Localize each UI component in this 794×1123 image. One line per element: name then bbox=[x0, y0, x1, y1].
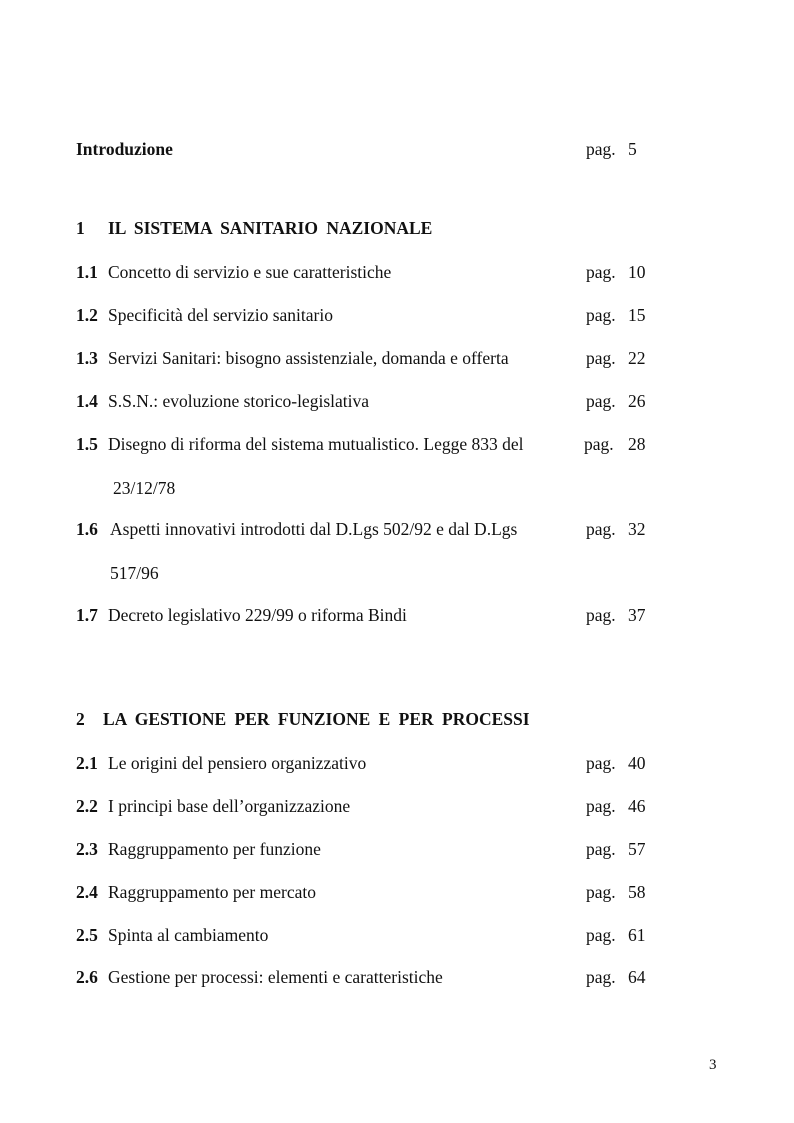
toc-entry-pag: pag. bbox=[584, 434, 614, 454]
toc-entry-number: 1.5 bbox=[76, 434, 98, 454]
toc-entry-number: 2.5 bbox=[76, 925, 98, 945]
toc-entry-pag: pag. bbox=[586, 753, 616, 773]
chapter1-number: 1 bbox=[76, 218, 85, 238]
toc-entry-title: Gestione per processi: elementi e caratteristiche bbox=[108, 967, 443, 987]
toc-entry-number: 1.1 bbox=[76, 262, 98, 282]
toc-entry-title-continuation: 23/12/78 bbox=[113, 478, 176, 498]
chapter1-title: IL SISTEMA SANITARIO NAZIONALE bbox=[108, 218, 433, 238]
toc-entry-number: 1.7 bbox=[76, 605, 98, 625]
toc-entry-title: Decreto legislativo 229/99 o riforma Bindi bbox=[108, 605, 407, 625]
toc-entry-title: Le origini del pensiero organizzativo bbox=[108, 753, 367, 773]
page-number: 3 bbox=[709, 1057, 717, 1073]
toc-entry-page: 57 bbox=[628, 839, 646, 859]
toc-entry-title: Spinta al cambiamento bbox=[108, 925, 269, 945]
toc-entry-pag: pag. bbox=[586, 348, 616, 368]
toc-entry-number: 2.3 bbox=[76, 839, 98, 859]
toc-entry-number: 2.4 bbox=[76, 882, 98, 902]
toc-entry-page: 37 bbox=[628, 605, 646, 625]
toc-entry-title: Raggruppamento per mercato bbox=[108, 882, 316, 902]
toc-entry-page: 64 bbox=[628, 967, 646, 987]
toc-entry-pag: pag. bbox=[586, 839, 616, 859]
toc-entry-pag: pag. bbox=[586, 519, 616, 539]
toc-entry-number: 1.6 bbox=[76, 519, 98, 539]
toc-entry-title: Specificità del servizio sanitario bbox=[108, 305, 333, 325]
intro-page-number: 5 bbox=[628, 139, 637, 159]
toc-entry-page: 32 bbox=[628, 519, 646, 539]
intro-label: Introduzione bbox=[76, 139, 173, 159]
toc-entry-page: 10 bbox=[628, 262, 646, 282]
toc-entry-pag: pag. bbox=[586, 391, 616, 411]
chapter2-title: LA GESTIONE PER FUNZIONE E PER PROCESSI bbox=[103, 709, 530, 729]
chapter2-number: 2 bbox=[76, 709, 85, 729]
toc-entry-number: 2.1 bbox=[76, 753, 98, 773]
toc-entry-page: 22 bbox=[628, 348, 646, 368]
toc-entry-pag: pag. bbox=[586, 967, 616, 987]
toc-entry-title: S.S.N.: evoluzione storico-legislativa bbox=[108, 391, 369, 411]
toc-entry-number: 2.2 bbox=[76, 796, 98, 816]
toc-entry-title: Servizi Sanitari: bisogno assistenziale, domanda e offerta bbox=[108, 348, 509, 368]
toc-entry-page: 15 bbox=[628, 305, 646, 325]
toc-entry-number: 2.6 bbox=[76, 967, 98, 987]
toc-entry-number: 1.3 bbox=[76, 348, 98, 368]
toc-entry-title: Concetto di servizio e sue caratteristiche bbox=[108, 262, 392, 282]
toc-entry-pag: pag. bbox=[586, 925, 616, 945]
toc-entry-title: I principi base dell’organizzazione bbox=[108, 796, 351, 816]
toc-entry-title-continuation: 517/96 bbox=[110, 563, 159, 583]
toc-entry-page: 58 bbox=[628, 882, 646, 902]
toc-entry-pag: pag. bbox=[586, 605, 616, 625]
toc-entry-page: 26 bbox=[628, 391, 646, 411]
toc-entry-title: Disegno di riforma del sistema mutualistico. Legge 833 del bbox=[108, 434, 524, 454]
toc-entry-page: 40 bbox=[628, 753, 646, 773]
toc-entry-pag: pag. bbox=[586, 796, 616, 816]
toc-entry-page: 61 bbox=[628, 925, 646, 945]
toc-entry-page: 46 bbox=[628, 796, 646, 816]
toc-entry-title: Aspetti innovativi introdotti dal D.Lgs 502/92 e dal D.Lgs bbox=[110, 519, 518, 539]
toc-entry-pag: pag. bbox=[586, 882, 616, 902]
toc-entry-page: 28 bbox=[628, 434, 646, 454]
toc-entry-pag: pag. bbox=[586, 305, 616, 325]
intro-pag-label: pag. bbox=[586, 139, 616, 159]
toc-entry-title: Raggruppamento per funzione bbox=[108, 839, 321, 859]
toc-entry-pag: pag. bbox=[586, 262, 616, 282]
toc-entry-number: 1.4 bbox=[76, 391, 98, 411]
toc-entry-number: 1.2 bbox=[76, 305, 98, 325]
